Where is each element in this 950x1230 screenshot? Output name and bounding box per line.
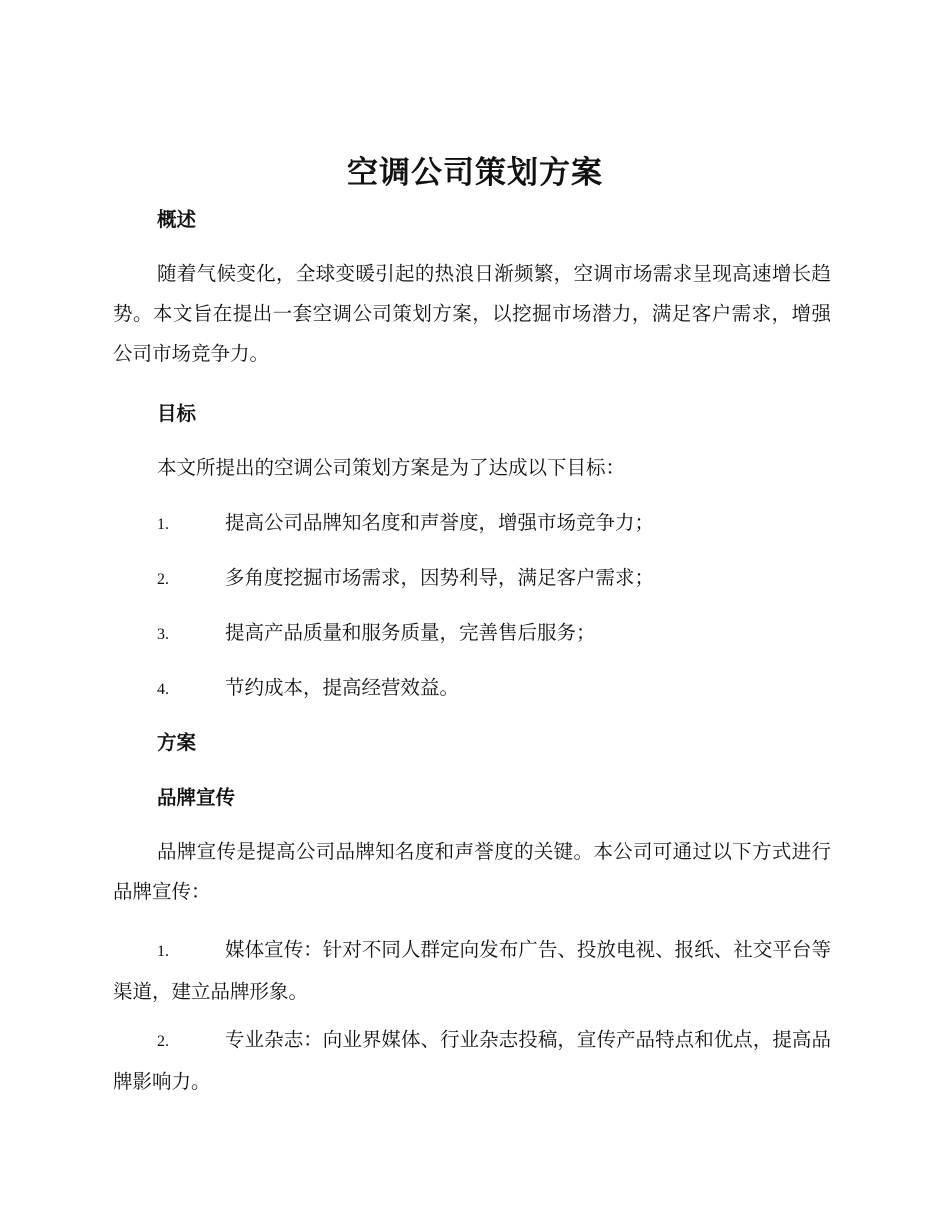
goal-list-item: [157, 619, 596, 649]
goals-intro: 本文所提出的空调公司策划方案是为了达成以下目标：: [157, 456, 626, 479]
list-number: 1.: [157, 943, 169, 960]
section-heading-plan: 方案: [157, 731, 197, 754]
document-title: 空调公司策划方案: [347, 155, 603, 191]
list-number: 2.: [157, 571, 169, 588]
list-number: 3.: [157, 626, 169, 643]
goal-list-item: [157, 674, 459, 704]
section-heading-overview: 概述: [157, 208, 197, 231]
subsection-heading-brand: 品牌宣传: [157, 786, 236, 809]
overview-paragraph: 随着气候变化，全球变暖引起的热浪日渐频繁，空调市场需求呈现高速增长趋势。本文旨在提出一套空调公司策划方案，以挖掘市场潜力，满足客户需求，增强公司市场竞争力。: [113, 262, 831, 365]
list-item-text: 提高产品质量和服务质量，完善售后服务；: [225, 621, 596, 644]
list-number: 1.: [157, 516, 169, 533]
section-heading-goals: 目标: [157, 402, 197, 425]
list-item-text: 多角度挖掘市场需求，因势利导，满足客户需求；: [225, 566, 655, 589]
goal-list-item: [157, 509, 654, 539]
list-number: 2.: [157, 1033, 169, 1050]
brand-list-item: [113, 930, 831, 1012]
list-item-text: 节约成本，提高经营效益。: [225, 676, 460, 699]
list-number: 4.: [157, 681, 169, 698]
list-item-text: 媒体宣传：针对不同人群定向发布广告、投放电视、报纸、社交平台等渠道，建立品牌形象。: [113, 938, 831, 1003]
brand-paragraph: 品牌宣传是提高公司品牌知名度和声誉度的关键。本公司可通过以下方式进行品牌宣传：: [113, 840, 831, 903]
goal-list-item: [157, 564, 654, 594]
list-item-text: 提高公司品牌知名度和声誉度，增强市场竞争力；: [225, 511, 655, 534]
list-item-text: 专业杂志：向业界媒体、行业杂志投稿，宣传产品特点和优点，提高品牌影响力。: [113, 1028, 831, 1093]
brand-list-item: [113, 1020, 831, 1102]
